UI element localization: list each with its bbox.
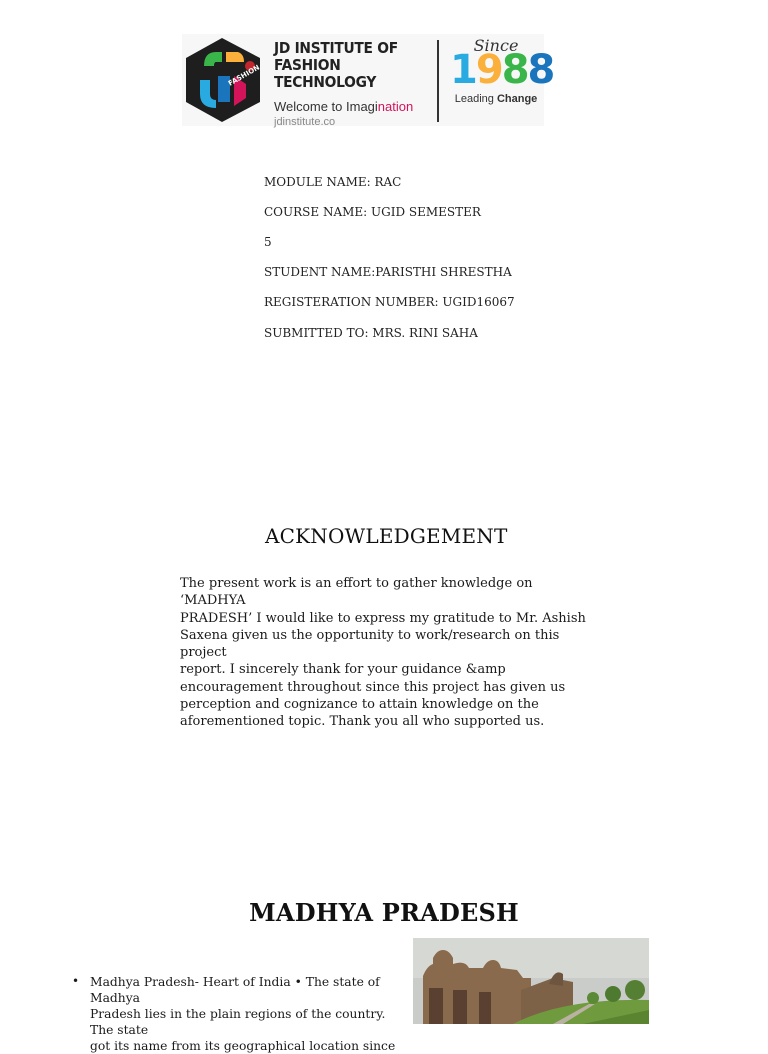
bullet-icon: • [72, 974, 80, 988]
year-digit: 1 [450, 47, 476, 93]
institute-name-line2: FASHION TECHNOLOGY [274, 56, 377, 91]
course-name: COURSE NAME: UGID SEMESTER [264, 205, 481, 219]
institute-name-block [274, 40, 424, 128]
svg-text:FASHION: FASHION [227, 63, 262, 88]
website-text: jdinstitute.co [274, 116, 336, 128]
ack-line: perception and cognizance to attain knowledge on the [180, 697, 539, 713]
mp-line: got its name from its geographical location since [90, 1039, 396, 1053]
tagline-prefix: Welcome to Imagi [274, 99, 378, 114]
tagline-accent: nation [377, 99, 414, 114]
mandu-monument-photo [413, 938, 649, 1024]
year-digit: 8 [501, 47, 528, 93]
jd-institute-logo-icon [182, 36, 266, 124]
since-1988-badge [450, 34, 554, 126]
year-digit: 9 [475, 47, 502, 93]
submission-details [264, 172, 584, 353]
ack-line: PRADESH’ I would like to express my gratitude to Mr. Ashish [180, 610, 586, 626]
institute-name-line1: JD INSTITUTE OF [274, 39, 398, 57]
leading-change-text [450, 93, 542, 105]
madhya-pradesh-heading: MADHYA PRADESH [249, 898, 519, 927]
semester-number: 5 [264, 235, 272, 249]
leading-prefix: Leading [454, 93, 497, 105]
madhya-pradesh-body [90, 974, 412, 1054]
ack-line: aforementioned topic. Thank you all who supported us. [180, 714, 545, 730]
institute-logo-banner [182, 34, 554, 128]
mp-line: Madhya Pradesh- Heart of India • The state of Madhya [90, 975, 380, 1005]
submitted-to: SUBMITTED TO: MRS. RINI SAHA [264, 326, 478, 340]
tagline [274, 99, 424, 114]
ack-line: encouragement throughout since this project has given us [180, 679, 566, 695]
year-digits [450, 47, 554, 93]
acknowledgement-body [180, 575, 600, 731]
ack-line: Saxena given us the opportunity to work/research on this project [180, 627, 560, 661]
acknowledgement-heading: ACKNOWLEDGEMENT [265, 524, 508, 548]
mp-line: Pradesh lies in the plain regions of the country. The state [90, 1007, 386, 1037]
year-digit: 8 [527, 47, 554, 93]
since-label: Since [473, 36, 519, 55]
ack-line: The present work is an effort to gather knowledge on ‘MADHYA [180, 576, 533, 609]
module-name: MODULE NAME: RAC [264, 175, 402, 189]
student-name: STUDENT NAME:PARISTHI SHRESTHA [264, 265, 512, 279]
ack-line: report. I sincerely thank for your guidance &amp [180, 662, 506, 678]
logo-divider [437, 40, 439, 122]
leading-bold: Change [496, 93, 538, 105]
registration-number: REGISTERATION NUMBER: UGID16067 [264, 295, 515, 309]
